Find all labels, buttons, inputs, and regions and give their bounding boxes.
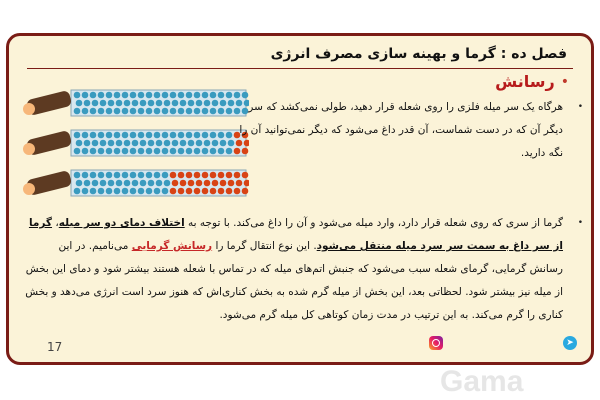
atom	[194, 132, 201, 139]
slide-title: فصل ده : گرما و بهینه سازی مصرف انرژی	[270, 46, 567, 62]
paragraph-1: هرگاه یک سر میله فلزی را روی شعله قرار دهید، طولی نمی‌کشد که سر دیگر آن که در دست شماست، آن قدر داغ می‌شود که دیگر نمی‌توانید آن را نگه دارید.	[239, 101, 563, 159]
atom	[114, 108, 121, 115]
atom	[218, 92, 225, 99]
paragraph-2-text: ،	[52, 217, 59, 229]
atom	[90, 132, 97, 139]
atom	[82, 108, 89, 115]
atom	[196, 100, 203, 107]
bullet-icon: •	[577, 218, 583, 228]
atom	[164, 100, 171, 107]
atom	[130, 188, 137, 195]
atom	[212, 140, 219, 147]
atom	[220, 140, 227, 147]
hand-icon	[23, 183, 35, 195]
atom	[170, 108, 177, 115]
atom	[194, 92, 201, 99]
atom	[202, 188, 209, 195]
rods-group	[23, 90, 249, 196]
atom	[90, 148, 97, 155]
atom	[122, 132, 129, 139]
atom	[204, 140, 211, 147]
atom	[164, 180, 171, 187]
atom	[130, 92, 137, 99]
atom	[146, 148, 153, 155]
atom	[218, 132, 225, 139]
atom	[188, 100, 195, 107]
atom	[122, 108, 129, 115]
atom	[108, 100, 115, 107]
atom	[234, 172, 241, 179]
subtitle-row	[495, 72, 569, 91]
atom	[74, 92, 81, 99]
atom	[124, 180, 131, 187]
atom	[116, 100, 123, 107]
atom	[186, 172, 193, 179]
atom	[212, 180, 219, 187]
atom	[148, 100, 155, 107]
atom	[98, 148, 105, 155]
atom	[234, 188, 241, 195]
atom	[148, 140, 155, 147]
atom	[76, 140, 83, 147]
atom	[146, 132, 153, 139]
hand-icon	[23, 143, 35, 155]
atom	[170, 132, 177, 139]
atom	[154, 148, 161, 155]
atom	[114, 188, 121, 195]
atom	[226, 92, 233, 99]
underlined-phrase: اختلاف دمای دو سر میله	[58, 217, 185, 229]
atom	[178, 188, 185, 195]
atom	[162, 188, 169, 195]
atom	[132, 180, 139, 187]
atom	[74, 188, 81, 195]
atom	[162, 108, 169, 115]
atom	[82, 148, 89, 155]
atom	[226, 172, 233, 179]
atom	[114, 92, 121, 99]
atom	[146, 172, 153, 179]
atom	[82, 172, 89, 179]
atom	[138, 92, 145, 99]
atom	[92, 140, 99, 147]
atom	[106, 188, 113, 195]
heated-rods-illustration	[19, 78, 249, 203]
atom	[138, 108, 145, 115]
atom	[202, 172, 209, 179]
atom	[114, 172, 121, 179]
atom	[162, 172, 169, 179]
atom	[210, 108, 217, 115]
atom	[210, 188, 217, 195]
atom	[170, 188, 177, 195]
atom	[194, 188, 201, 195]
atom	[172, 180, 179, 187]
atom	[98, 188, 105, 195]
telegram-icon[interactable]: ➤	[563, 336, 577, 350]
atom	[186, 132, 193, 139]
atom	[130, 148, 137, 155]
atom	[212, 100, 219, 107]
atom	[132, 140, 139, 147]
atom	[202, 108, 209, 115]
atom	[170, 148, 177, 155]
atom	[178, 172, 185, 179]
atom	[106, 172, 113, 179]
atom	[210, 92, 217, 99]
atom	[138, 172, 145, 179]
atom	[130, 172, 137, 179]
slide	[6, 33, 594, 365]
atom	[106, 92, 113, 99]
atom	[154, 108, 161, 115]
atom	[146, 92, 153, 99]
atom	[84, 140, 91, 147]
atom	[146, 108, 153, 115]
atom	[116, 140, 123, 147]
atom	[196, 180, 203, 187]
atom	[162, 132, 169, 139]
atom	[172, 100, 179, 107]
paragraph-2	[23, 212, 563, 327]
atom	[210, 148, 217, 155]
atom	[180, 140, 187, 147]
atom	[186, 92, 193, 99]
atom	[202, 132, 209, 139]
paragraph-2-text: گرما از سری که روی شعله قرار دارد، وارد میله می‌شود و آن را داغ می‌کند. با توجه به	[184, 217, 563, 229]
atom	[154, 188, 161, 195]
atom	[132, 100, 139, 107]
atom	[242, 188, 249, 195]
atom	[82, 188, 89, 195]
atom	[90, 172, 97, 179]
paragraph-2-text: . این نوع انتقال گرما را	[212, 240, 317, 252]
atom	[130, 108, 137, 115]
atom	[90, 108, 97, 115]
atom	[172, 140, 179, 147]
atom	[218, 148, 225, 155]
atom	[156, 180, 163, 187]
atom	[156, 140, 163, 147]
atom	[98, 108, 105, 115]
atom	[164, 140, 171, 147]
atom	[170, 172, 177, 179]
atom	[122, 92, 129, 99]
atom	[140, 180, 147, 187]
atom	[98, 132, 105, 139]
atom	[204, 180, 211, 187]
atom	[76, 180, 83, 187]
atom	[210, 172, 217, 179]
atom	[154, 172, 161, 179]
atom	[84, 100, 91, 107]
hand-icon	[23, 103, 35, 115]
atom	[204, 100, 211, 107]
atom	[178, 132, 185, 139]
key-term: رسانش گرمایی	[131, 240, 213, 252]
atom	[178, 148, 185, 155]
atom	[122, 148, 129, 155]
atom	[186, 148, 193, 155]
atom	[92, 100, 99, 107]
atom	[194, 108, 201, 115]
atom	[98, 172, 105, 179]
atom	[82, 132, 89, 139]
atom	[90, 188, 97, 195]
bullet-icon: •	[560, 73, 569, 90]
atom	[82, 92, 89, 99]
atom	[194, 148, 201, 155]
atom	[220, 180, 227, 187]
atom	[178, 92, 185, 99]
atom	[178, 108, 185, 115]
atom	[242, 172, 249, 179]
atom	[154, 92, 161, 99]
atom	[236, 180, 243, 187]
atom	[106, 148, 113, 155]
atom	[108, 180, 115, 187]
atom	[114, 148, 121, 155]
atom	[138, 148, 145, 155]
atom	[114, 132, 121, 139]
atom	[202, 148, 209, 155]
atom	[74, 132, 81, 139]
page-number: 17	[47, 340, 63, 354]
atom	[122, 188, 129, 195]
atom	[186, 108, 193, 115]
atom	[196, 140, 203, 147]
atom	[180, 100, 187, 107]
atom	[90, 92, 97, 99]
atom	[226, 148, 233, 155]
atom	[218, 172, 225, 179]
atom	[98, 92, 105, 99]
atom	[194, 172, 201, 179]
atom	[122, 172, 129, 179]
instagram-icon[interactable]	[429, 336, 443, 350]
atom	[140, 140, 147, 147]
watermark-logo: Gama	[440, 365, 524, 398]
atom	[210, 132, 217, 139]
atom	[162, 148, 169, 155]
bullet-icon: •	[577, 102, 583, 112]
atom	[76, 100, 83, 107]
atom	[124, 140, 131, 147]
atom	[156, 100, 163, 107]
atom	[186, 188, 193, 195]
title-divider	[27, 68, 573, 69]
atom	[74, 148, 81, 155]
atom	[226, 108, 233, 115]
atom	[106, 132, 113, 139]
paragraph-2-text: می‌نامیم. در این رسانش گرمایی، گرمای شعله سبب می‌شود که جنبش اتم‌های میله که در تماس با شعله هستند بیشتر شود و دمای این بخش از میله نیز بیشتر شود. لحظاتی بعد، این بخش از میله گرم شده به بخش کناری‌اش که هنوز سرد است انرژی می‌دهد و بخش کناری را گرم می‌کند. به این ترتیب در مدت زمان کوتاهی کل میله گرم می‌شود.	[25, 240, 563, 321]
atom	[180, 180, 187, 187]
atom	[108, 140, 115, 147]
slide-subtitle: رسانش	[495, 72, 555, 91]
atom	[146, 188, 153, 195]
atom	[202, 92, 209, 99]
atom	[100, 100, 107, 107]
atom	[138, 132, 145, 139]
atom	[170, 92, 177, 99]
atom	[116, 180, 123, 187]
atom	[74, 108, 81, 115]
atom	[218, 188, 225, 195]
atom	[188, 180, 195, 187]
atom	[140, 100, 147, 107]
atom	[124, 100, 131, 107]
atom	[228, 180, 235, 187]
atom	[188, 140, 195, 147]
atom	[138, 188, 145, 195]
atom	[100, 140, 107, 147]
underlined-phrase: گرما از سر داغ به سمت سر سرد میله منتقل می‌شود	[28, 217, 563, 252]
atom	[84, 180, 91, 187]
atom	[100, 180, 107, 187]
atom	[148, 180, 155, 187]
atom	[162, 92, 169, 99]
atom	[74, 172, 81, 179]
atom	[130, 132, 137, 139]
atom	[106, 108, 113, 115]
atom	[226, 132, 233, 139]
atom	[154, 132, 161, 139]
atom	[226, 188, 233, 195]
atom	[220, 100, 227, 107]
atom	[218, 108, 225, 115]
atom	[92, 180, 99, 187]
